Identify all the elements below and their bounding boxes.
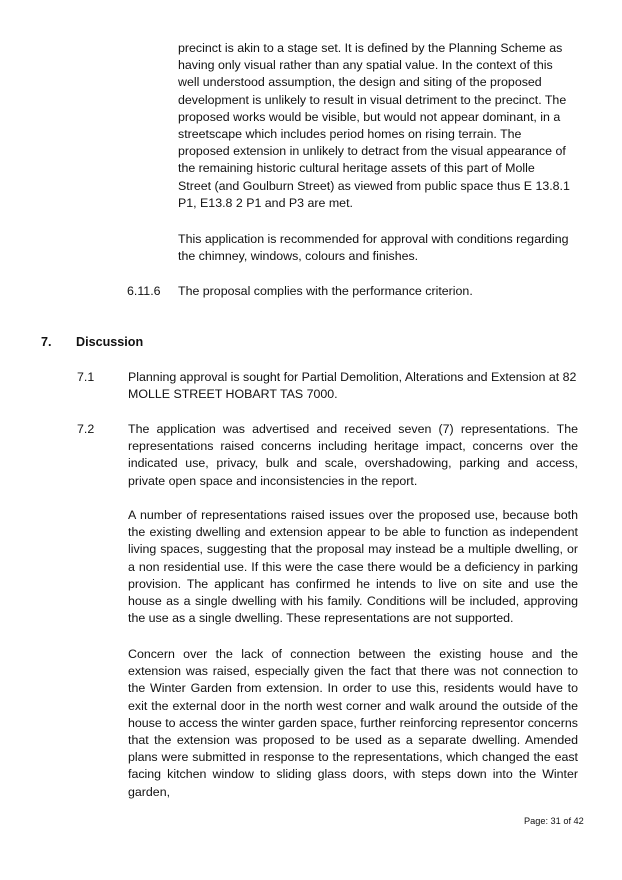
item-text-6-11-6: The proposal complies with the performance criterion. — [178, 284, 473, 298]
use-concerns-paragraph: A number of representations raised issues over the proposed use, because both the existing dwelling and extension appear to be able to function as independent living spaces, suggesting that the proposal may instead be a multiple dwelling, or a non residential use. If this were the case there would be a deficiency in parking provision. The applicant has confirmed he intends to live on site and use the house as a single dwelling with his family. Conditions will be included, approving the use as a single dwelling. These representations are not supported. — [128, 508, 578, 626]
heritage-assessment-paragraph: precinct is akin to a stage set. It is defined by the Planning Scheme as having only visual rather than any spatial value. In the context of this well understood assumption, the design and siting of the proposed development is unlikely to result in visual detriment to the precinct. The proposed works would be visible, but would not appear dominant, in a streetscape which includes period homes on rising terrain. The proposed extension in unlikely to detract from the visual appearance of the remaining historic cultural heritage assets of this part of Molle Street (and Goulburn Street) as viewed from public space thus E 13.8.1 P1, E13.8 2 P1 and P3 are met. — [178, 41, 570, 210]
item-number-7-1: 7.1 — [77, 370, 95, 384]
item-number-6-11-6: 6.11.6 — [127, 284, 161, 298]
section-number-7: 7. — [41, 335, 52, 349]
section-title-discussion: Discussion — [76, 335, 144, 349]
page-number-footer: Page: 31 of 42 — [524, 816, 584, 826]
recommendation-paragraph: This application is recommended for approval with conditions regarding the chimney, windows, colours and finishes. — [178, 232, 569, 264]
connection-concerns-paragraph: Concern over the lack of connection between the existing house and the extension was raised, especially given the fact that there was not connection to the Winter Garden from extension. In order to use this, residents would have to exit the external door in the north west corner and walk around the outside of the house to access the winter garden space, further reinforcing representor concerns that the extension was proposed to be used as a separate dwelling. Amended plans were submitted in response to the representations, which changed the east facing kitchen window to sliding glass doors, with steps down into the Winter garden, — [128, 647, 578, 799]
item-number-7-2: 7.2 — [77, 422, 95, 436]
item-text-7-2: The application was advertised and received seven (7) representations. The representations raised concerns including heritage impact, concerns over the indicated use, privacy, bulk and scale, overshadowing, parking and access, private open space and inconsistencies in the report. — [128, 422, 578, 488]
item-text-7-1: Planning approval is sought for Partial Demolition, Alterations and Extension at 82 MOLLE STREET HOBART TAS 7000. — [128, 370, 577, 402]
